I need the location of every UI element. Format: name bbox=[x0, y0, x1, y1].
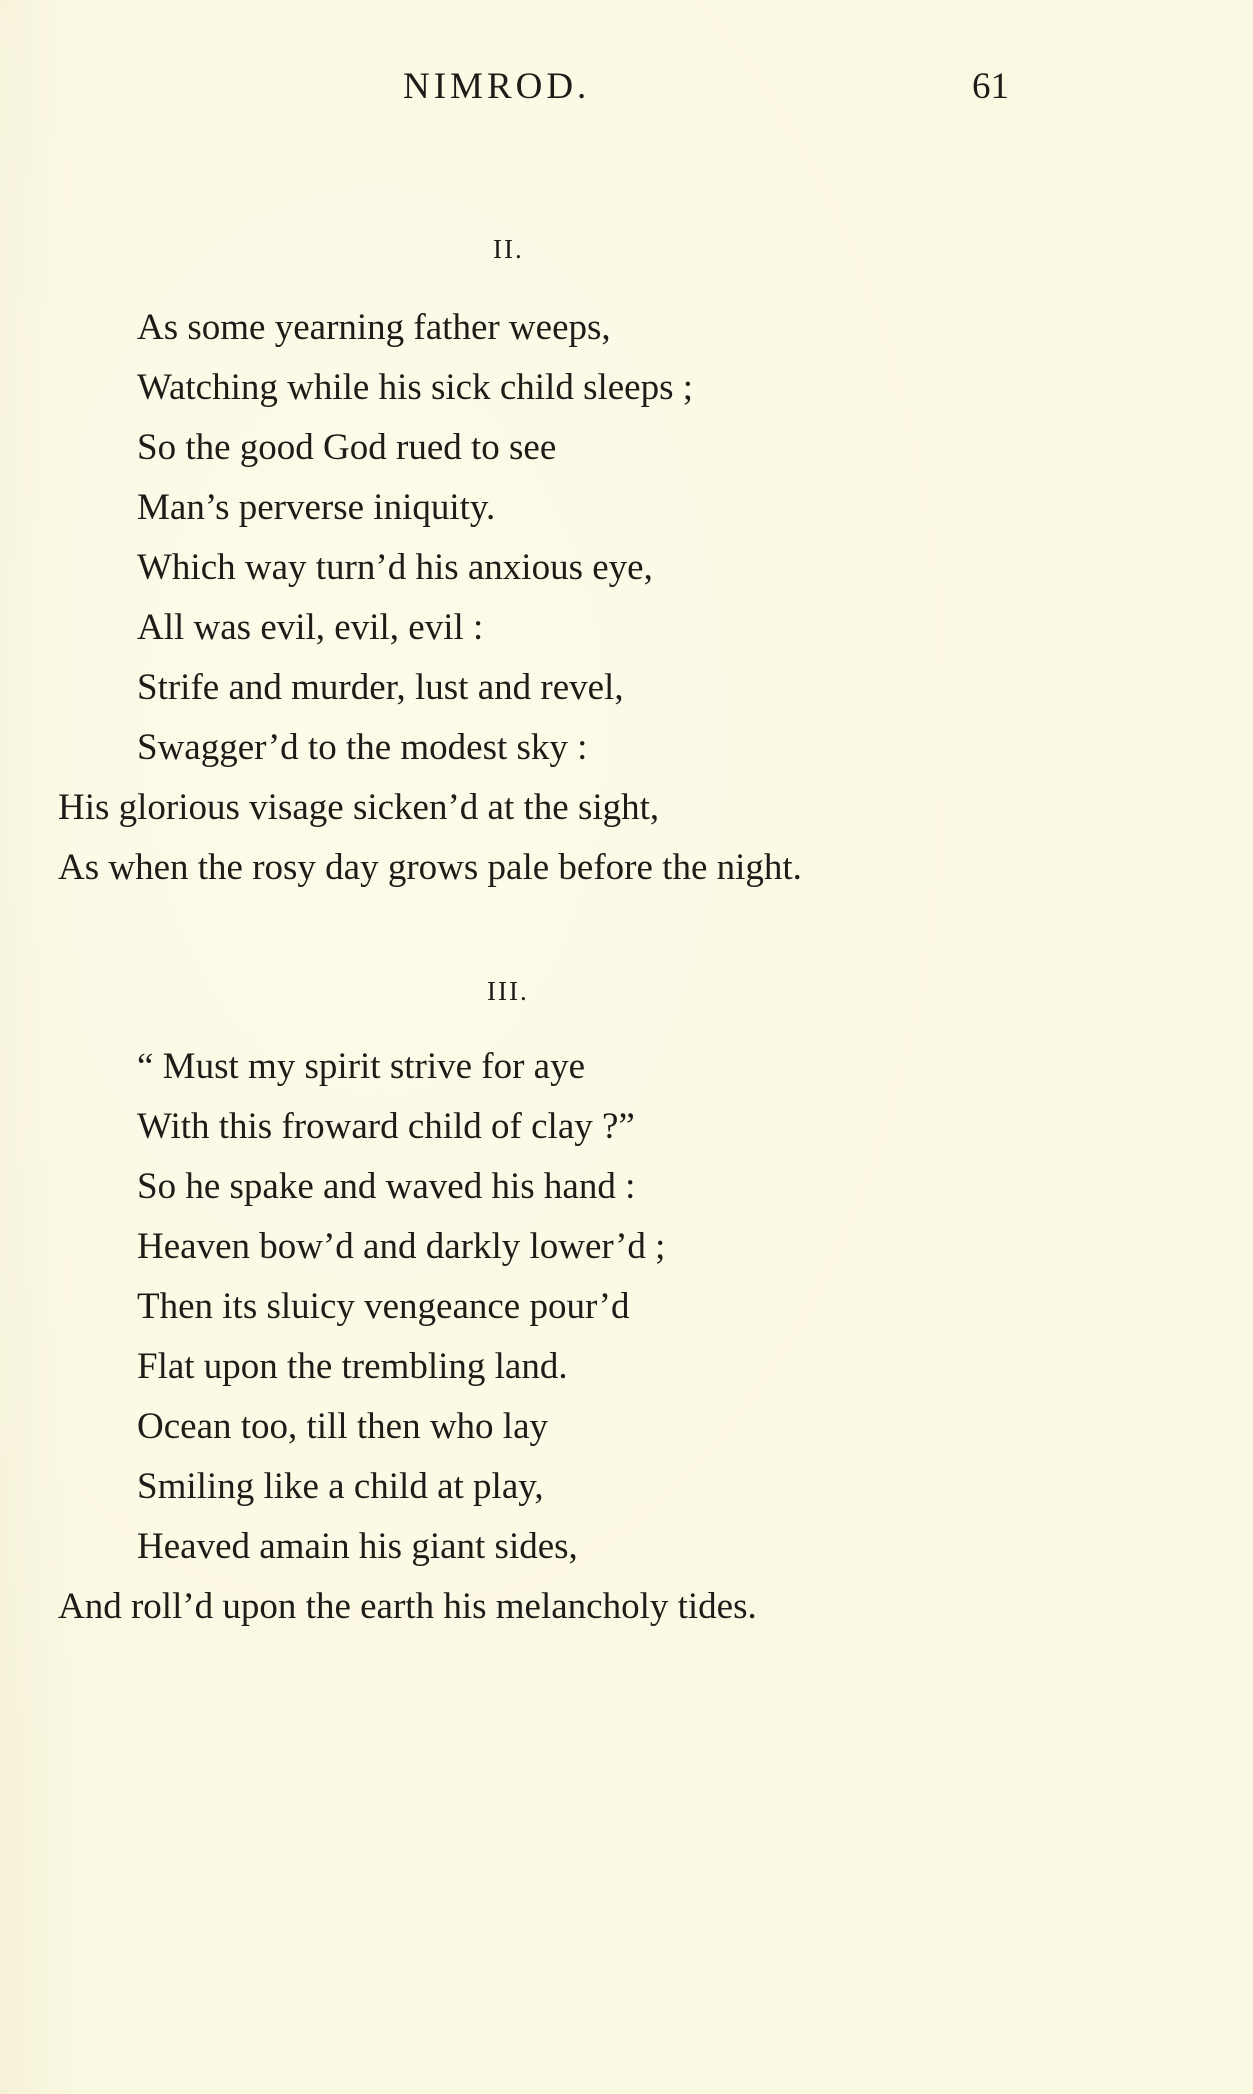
verse-line: Which way turn’d his anxious eye, bbox=[137, 547, 653, 588]
running-title: NIMROD. bbox=[403, 66, 591, 107]
stanza-iii bbox=[0, 1037, 1253, 1637]
verse-line: Heaven bow’d and darkly lower’d ; bbox=[137, 1226, 666, 1267]
verse-line: And roll’d upon the earth his melancholy tides. bbox=[58, 1586, 757, 1627]
section-numeral-ii: II. bbox=[493, 234, 524, 264]
verse-line: “ Must my spirit strive for aye bbox=[137, 1046, 586, 1087]
verse-line: Then its sluicy vengeance pour’d bbox=[137, 1286, 630, 1327]
verse-line: Watching while his sick child sleeps ; bbox=[137, 367, 694, 408]
running-head bbox=[0, 62, 1253, 112]
section-numeral-iii: III. bbox=[487, 976, 529, 1006]
stanza-ii bbox=[0, 298, 1253, 898]
page-number: 61 bbox=[972, 66, 1009, 107]
verse-line: Man’s perverse iniquity. bbox=[137, 487, 496, 528]
verse-line: Strife and murder, lust and revel, bbox=[137, 667, 624, 708]
verse-line: All was evil, evil, evil : bbox=[137, 607, 484, 648]
verse-line: So the good God rued to see bbox=[137, 427, 557, 468]
verse-line: Flat upon the trembling land. bbox=[137, 1346, 568, 1387]
verse-line: So he spake and waved his hand : bbox=[137, 1166, 636, 1207]
verse-line: Swagger’d to the modest sky : bbox=[137, 727, 588, 768]
verse-line: Heaved amain his giant sides, bbox=[137, 1526, 578, 1567]
verse-line: Smiling like a child at play, bbox=[137, 1466, 544, 1507]
verse-line: Ocean too, till then who lay bbox=[137, 1406, 549, 1447]
verse-line: As some yearning father weeps, bbox=[137, 307, 611, 348]
verse-line: As when the rosy day grows pale before the night. bbox=[58, 847, 802, 888]
verse-line: His glorious visage sicken’d at the sight, bbox=[58, 787, 660, 828]
verse-line: With this froward child of clay ?” bbox=[137, 1106, 635, 1147]
